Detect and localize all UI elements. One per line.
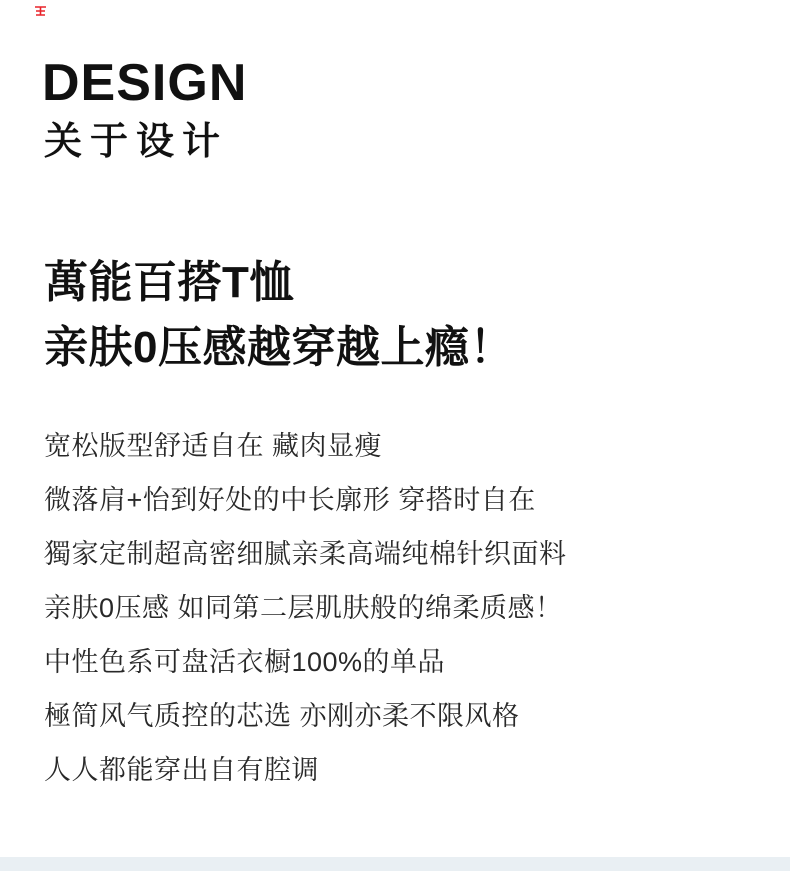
next-section-edge bbox=[0, 857, 790, 871]
feature-line-shoulder: 微落肩+怡到好处的中长廓形 穿搭时自在 bbox=[44, 485, 536, 515]
section-title-en: DESIGN bbox=[42, 54, 248, 112]
product-headline bbox=[44, 250, 514, 380]
feature-line-fit: 宽松版型舒适自在 藏肉显瘦 bbox=[44, 431, 383, 461]
red-watermark-icon bbox=[33, 5, 48, 17]
feature-list bbox=[44, 419, 567, 797]
headline-line-1: 萬能百搭T恤 bbox=[44, 258, 294, 307]
feature-line-style: 極简风气质控的芯选 亦刚亦柔不限风格 bbox=[44, 701, 520, 731]
feature-line-color: 中性色系可盘活衣橱100%的单品 bbox=[44, 647, 446, 677]
feature-line-fabric: 獨家定制超高密细腻亲柔高端纯棉针织面料 bbox=[44, 539, 567, 569]
feature-line-skin: 亲肤0压感 如同第二层肌肤般的绵柔质感！ bbox=[44, 593, 563, 623]
section-title-zh: 关于设计 bbox=[44, 121, 229, 163]
headline-line-2: 亲肤0压感越穿越上瘾！ bbox=[44, 323, 514, 372]
feature-line-attitude: 人人都能穿出自有腔调 bbox=[44, 755, 319, 785]
